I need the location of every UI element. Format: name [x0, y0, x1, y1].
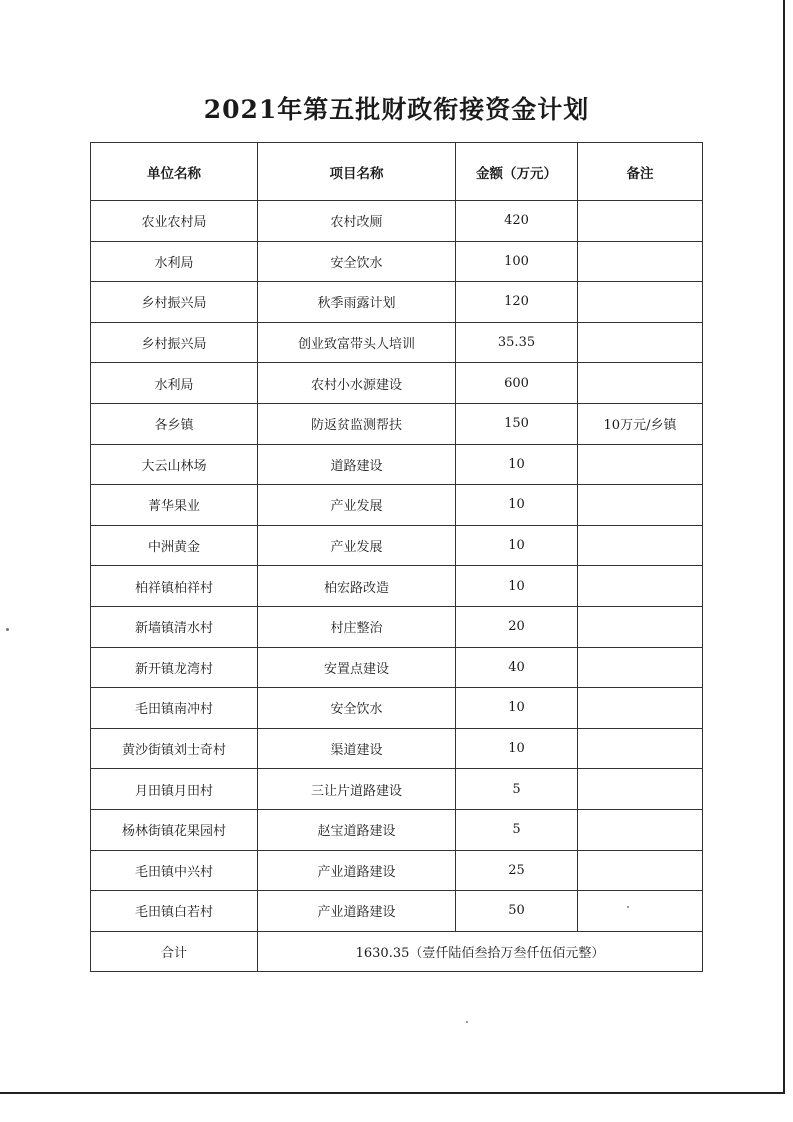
cell-amount: 10 — [456, 688, 578, 729]
cell-project: 产业道路建设 — [258, 891, 456, 932]
table-row — [91, 688, 703, 729]
cell-project: 赵宝道路建设 — [258, 809, 456, 850]
cell-project: 产业发展 — [258, 525, 456, 566]
cell-amount: 10 — [456, 444, 578, 485]
cell-note — [578, 647, 703, 688]
cell-unit: 新开镇龙湾村 — [91, 647, 258, 688]
cell-unit: 水利局 — [91, 241, 258, 282]
cell-unit: 大云山林场 — [91, 444, 258, 485]
cell-unit: 农业农村局 — [91, 201, 258, 242]
cell-project: 安全饮水 — [258, 241, 456, 282]
cell-unit: 杨林街镇花果园村 — [91, 809, 258, 850]
table-row — [91, 282, 703, 323]
total-value: 1630.35（壹仟陆佰叁拾万叁仟伍佰元整） — [258, 931, 703, 972]
cell-amount: 10 — [456, 566, 578, 607]
cell-note — [578, 809, 703, 850]
scan-page-edge-right — [783, 0, 785, 1094]
cell-note — [578, 606, 703, 647]
cell-note — [578, 688, 703, 729]
table-row — [91, 363, 703, 404]
cell-amount: 10 — [456, 728, 578, 769]
document-title: 2021年第五批财政衔接资金计划 — [203, 95, 590, 124]
cell-project: 渠道建设 — [258, 728, 456, 769]
cell-project: 产业发展 — [258, 485, 456, 526]
cell-project: 防返贫监测帮扶 — [258, 403, 456, 444]
cell-unit: 水利局 — [91, 363, 258, 404]
cell-amount: 120 — [456, 282, 578, 323]
cell-project: 安全饮水 — [258, 688, 456, 729]
table-row — [91, 809, 703, 850]
cell-unit: 各乡镇 — [91, 403, 258, 444]
cell-project: 村庄整治 — [258, 606, 456, 647]
table-row — [91, 403, 703, 444]
scan-speck — [466, 1021, 468, 1023]
cell-amount: 35.35 — [456, 322, 578, 363]
cell-project: 农村改厕 — [258, 201, 456, 242]
cell-amount: 20 — [456, 606, 578, 647]
table-body — [91, 201, 703, 932]
cell-amount: 40 — [456, 647, 578, 688]
table-row — [91, 850, 703, 891]
table-row — [91, 891, 703, 932]
cell-unit: 菁华果业 — [91, 485, 258, 526]
cell-project: 柏宏路改造 — [258, 566, 456, 607]
column-header-amount: 金额（万元） — [456, 143, 578, 201]
cell-amount: 50 — [456, 891, 578, 932]
cell-project: 农村小水源建设 — [258, 363, 456, 404]
table-row — [91, 525, 703, 566]
cell-note — [578, 566, 703, 607]
cell-unit: 毛田镇中兴村 — [91, 850, 258, 891]
cell-note — [578, 891, 703, 932]
cell-note — [578, 525, 703, 566]
table-row — [91, 322, 703, 363]
cell-unit: 月田镇月田村 — [91, 769, 258, 810]
table-row — [91, 728, 703, 769]
cell-project: 产业道路建设 — [258, 850, 456, 891]
total-label: 合计 — [91, 931, 258, 972]
total-row — [91, 931, 703, 972]
cell-note — [578, 728, 703, 769]
table-row — [91, 241, 703, 282]
table-row — [91, 444, 703, 485]
cell-note — [578, 850, 703, 891]
cell-note — [578, 322, 703, 363]
cell-note: 10万元/乡镇 — [578, 403, 703, 444]
cell-amount: 100 — [456, 241, 578, 282]
cell-amount: 150 — [456, 403, 578, 444]
scan-speck — [627, 906, 629, 908]
cell-unit: 柏祥镇柏祥村 — [91, 566, 258, 607]
cell-unit: 乡村振兴局 — [91, 282, 258, 323]
cell-note — [578, 485, 703, 526]
cell-project: 秋季雨露计划 — [258, 282, 456, 323]
cell-unit: 黄沙街镇刘士奇村 — [91, 728, 258, 769]
column-header-project: 项目名称 — [258, 143, 456, 201]
cell-amount: 5 — [456, 769, 578, 810]
funding-plan-table — [90, 142, 703, 972]
cell-unit: 中洲黄金 — [91, 525, 258, 566]
table-row — [91, 647, 703, 688]
cell-note — [578, 282, 703, 323]
scan-page-edge-bottom — [0, 1092, 785, 1094]
cell-project: 三让片道路建设 — [258, 769, 456, 810]
cell-unit: 新墙镇清水村 — [91, 606, 258, 647]
table-row — [91, 606, 703, 647]
column-header-unit: 单位名称 — [91, 143, 258, 201]
column-header-note: 备注 — [578, 143, 703, 201]
cell-amount: 5 — [456, 809, 578, 850]
cell-note — [578, 769, 703, 810]
cell-note — [578, 363, 703, 404]
cell-project: 安置点建设 — [258, 647, 456, 688]
cell-project: 道路建设 — [258, 444, 456, 485]
table-header-row — [91, 143, 703, 201]
cell-amount: 10 — [456, 485, 578, 526]
cell-note — [578, 241, 703, 282]
cell-unit: 毛田镇南冲村 — [91, 688, 258, 729]
cell-amount: 420 — [456, 201, 578, 242]
cell-note — [578, 201, 703, 242]
table-row — [91, 201, 703, 242]
scan-speck — [6, 628, 9, 631]
cell-note — [578, 444, 703, 485]
cell-amount: 25 — [456, 850, 578, 891]
cell-amount: 10 — [456, 525, 578, 566]
cell-amount: 600 — [456, 363, 578, 404]
table-row — [91, 485, 703, 526]
table-row — [91, 769, 703, 810]
table-row — [91, 566, 703, 607]
cell-project: 创业致富带头人培训 — [258, 322, 456, 363]
cell-unit: 乡村振兴局 — [91, 322, 258, 363]
cell-unit: 毛田镇白若村 — [91, 891, 258, 932]
